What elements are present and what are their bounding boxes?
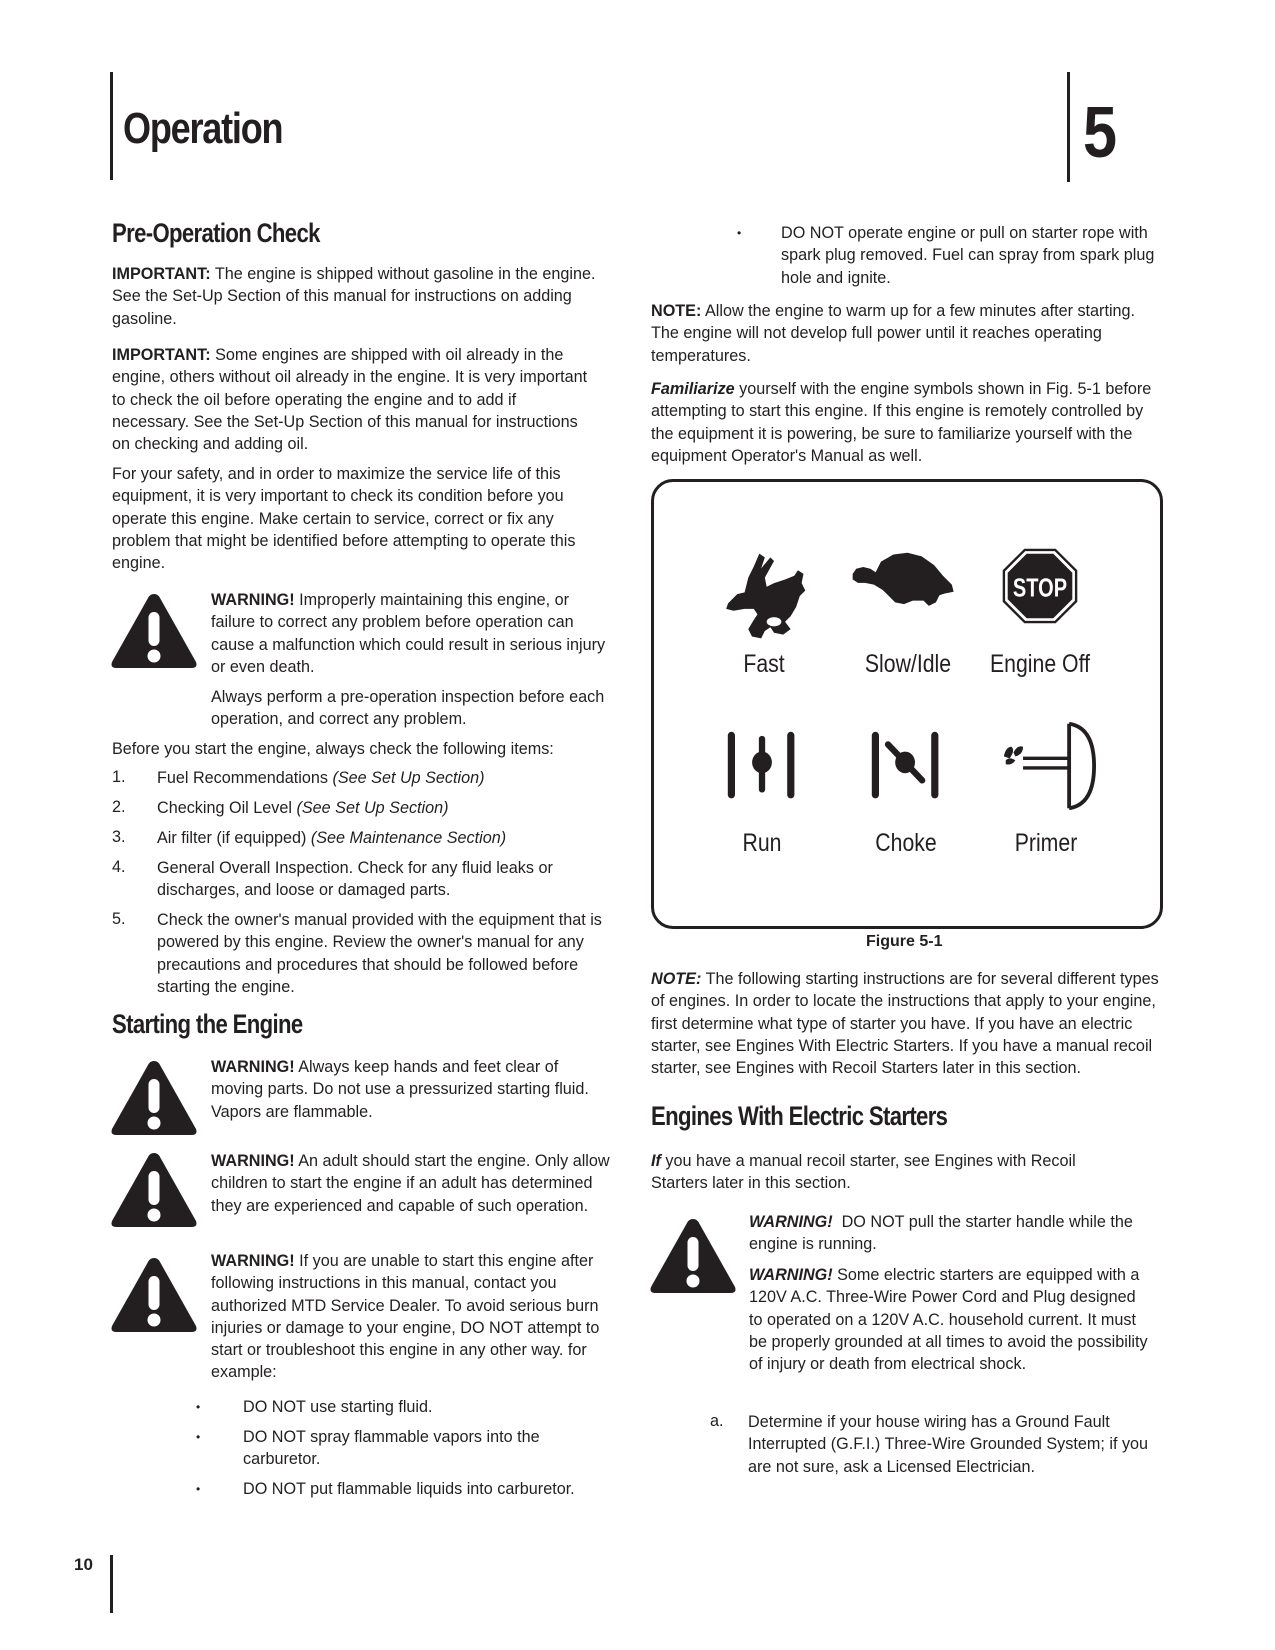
turtle-icon — [847, 551, 961, 613]
warning-maintenance-extra: Always perform a pre-operation inspection before each operation, and correct any problem. — [211, 688, 605, 729]
warning-label: WARNING! — [211, 1058, 295, 1076]
note-starting-instructions: NOTE: The following starting instructions are for several different types of engines. In order to locate the instructions that apply to your engine, first determine what type of starter you have. If you have an electric starter, see Engines With Electric Starters. If you have a manual recoil starter, see Engines with Recoil Starters later in this section. — [651, 970, 1159, 1078]
important-note-oil: IMPORTANT: Some engines are shipped with oil already in the engine, others without oil already in the engine. It is very important to check the oil before operating the engine and to add if necessary. See the Set-Up Section of this manual for instructions on checking and adding oil. — [112, 346, 588, 454]
warning-moving-parts: WARNING! Always keep hands and feet clear of moving parts. Do not use a pressurized starting fluid. Vapors are flammable. — [211, 1058, 589, 1121]
important-label: IMPORTANT: — [112, 265, 211, 283]
section-heading-pre-operation: Pre-Operation Check — [112, 218, 320, 248]
step-a-text: Determine if your house wiring has a Ground Fault Interrupted (G.F.I.) Three-Wire Grounded System; if you are not sure, ask a Licensed Electrician. — [748, 1413, 1149, 1476]
warning-label: WARNING! — [211, 1152, 295, 1170]
list-item: Checking Oil Level (See Set Up Section) — [157, 799, 449, 817]
rabbit-icon — [712, 550, 814, 642]
run-throttle-icon — [722, 730, 802, 802]
warning-triangle-icon — [649, 1217, 737, 1295]
warning-label: WARNING! — [211, 591, 295, 609]
step-label: a. — [710, 1412, 724, 1430]
list-item-number: 2. — [112, 798, 126, 816]
symbol-label-run: Run — [742, 829, 782, 857]
list-item: Fuel Recommendations (See Set Up Section) — [157, 769, 485, 787]
list-item: DO NOT spray flammable vapors into the carburetor. — [243, 1428, 540, 1469]
warning-adult-start: WARNING! An adult should start the engine. Only allow children to start the engine if an adult has determined they are experienced and capable of such operation. — [211, 1152, 610, 1215]
section-heading-starting: Starting the Engine — [112, 1009, 303, 1039]
list-item: Check the owner's manual provided with the equipment that is powered by this engine. Review the owner's manual for any precautions and procedures that should be followed before starting the engine. — [157, 911, 602, 996]
stop-sign-text: STOP — [1012, 573, 1068, 603]
warning-triangle-icon — [110, 1151, 198, 1229]
warning-label: WARNING! — [749, 1266, 833, 1284]
list-item: General Overall Inspection. Check for any fluid leaks or discharges, and loose or damaged parts. — [157, 859, 553, 900]
footer-rule — [110, 1555, 113, 1613]
chapter-title: Operation — [123, 104, 283, 153]
list-item-number: 3. — [112, 828, 126, 846]
symbol-label-primer: Primer — [1014, 829, 1078, 857]
chapter-number: 5 — [1083, 93, 1118, 173]
bullet-dot: • — [196, 1430, 201, 1444]
list-item-number: 4. — [112, 858, 126, 876]
chapter-rule-right — [1067, 72, 1070, 182]
if-label: If — [651, 1152, 661, 1170]
list-item-number: 1. — [112, 768, 126, 786]
chapter-rule-left — [110, 72, 113, 180]
list-item-number: 5. — [112, 910, 126, 928]
engine-symbols-figure — [651, 479, 1163, 929]
choke-icon — [866, 730, 946, 802]
warning-label: WARNING! — [749, 1213, 833, 1231]
symbol-label-choke: Choke — [875, 829, 937, 857]
primer-bulb-icon — [998, 718, 1098, 814]
note-warm-up: NOTE: Allow the engine to warm up for a few minutes after starting. The engine will not develop full power until it reaches operating temperatures. — [651, 302, 1136, 365]
bullet-dot: • — [196, 1482, 201, 1496]
section-heading-electric-starters: Engines With Electric Starters — [651, 1101, 948, 1131]
warning-label: WARNING! — [211, 1252, 295, 1270]
page-number: 10 — [74, 1555, 93, 1574]
stop-sign-icon — [1002, 548, 1078, 624]
warning-triangle-icon — [110, 1256, 198, 1334]
familiarize-paragraph: Familiarize yourself with the engine symbols shown in Fig. 5-1 before attempting to start this engine. If this engine is remotely controlled by the equipment it is powering, be sure to familiarize yourself with the equipment Operator's Manual as well. — [651, 380, 1152, 465]
list-item: DO NOT use starting fluid. — [243, 1398, 433, 1416]
symbol-label-engine-off: Engine Off — [989, 650, 1091, 678]
warning-triangle-icon — [110, 592, 198, 670]
warning-power-cord: WARNING! Some electric starters are equipped with a 120V A.C. Three-Wire Power Cord and Plug designed to operated on a 120V A.C. household current. It must be properly grounded at all times to avoid the possibility of injury or death from electrical shock. — [749, 1266, 1148, 1374]
figure-caption: Figure 5-1 — [866, 933, 943, 950]
list-item: Air filter (if equipped) (See Maintenance Section) — [157, 829, 507, 847]
warning-maintenance: WARNING! Improperly maintaining this engine, or failure to correct any problem before operation can cause a malfunction which could result in serious injury or even death. — [211, 591, 606, 676]
list-item: DO NOT put flammable liquids into carburetor. — [243, 1480, 575, 1498]
important-note-gasoline: IMPORTANT: The engine is shipped without gasoline in the engine. See the Set-Up Section of this manual for instructions on adding gasoline. — [112, 265, 596, 328]
warning-triangle-icon — [110, 1059, 198, 1137]
bullet-dot: • — [196, 1400, 201, 1414]
important-label: IMPORTANT: — [112, 346, 211, 364]
familiarize-label: Familiarize — [651, 380, 735, 398]
note-label: NOTE: — [651, 970, 702, 988]
warning-unable-to-start: WARNING! If you are unable to start this engine after following instructions in this manual, contact you authorized MTD Service Dealer. To avoid serious burn injuries or damage to your engine, DO NOT attempt to start or troubleshoot this engine in any other way. for example: — [211, 1252, 600, 1382]
warning-starter-handle: WARNING! DO NOT pull the starter handle while the engine is running. — [749, 1213, 1138, 1254]
checklist-intro: Before you start the engine, always check the following items: — [112, 740, 554, 758]
bullet-dot: • — [737, 226, 742, 240]
list-item: DO NOT operate engine or pull on starter rope with spark plug removed. Fuel can spray from spark plug hole and ignite. — [781, 224, 1155, 287]
safety-paragraph: For your safety, and in order to maximize the service life of this equipment, it is very important to check its condition before you operate this engine. Make certain to service, correct or fix any problem that might be identified before attempting to operate this engine. — [112, 465, 576, 573]
if-recoil-paragraph: If you have a manual recoil starter, see Engines with Recoil Starters later in this section. — [651, 1152, 1076, 1193]
symbol-label-fast: Fast — [743, 650, 785, 678]
note-label: NOTE: — [651, 302, 702, 320]
symbol-label-slow-idle: Slow/Idle — [864, 650, 952, 678]
